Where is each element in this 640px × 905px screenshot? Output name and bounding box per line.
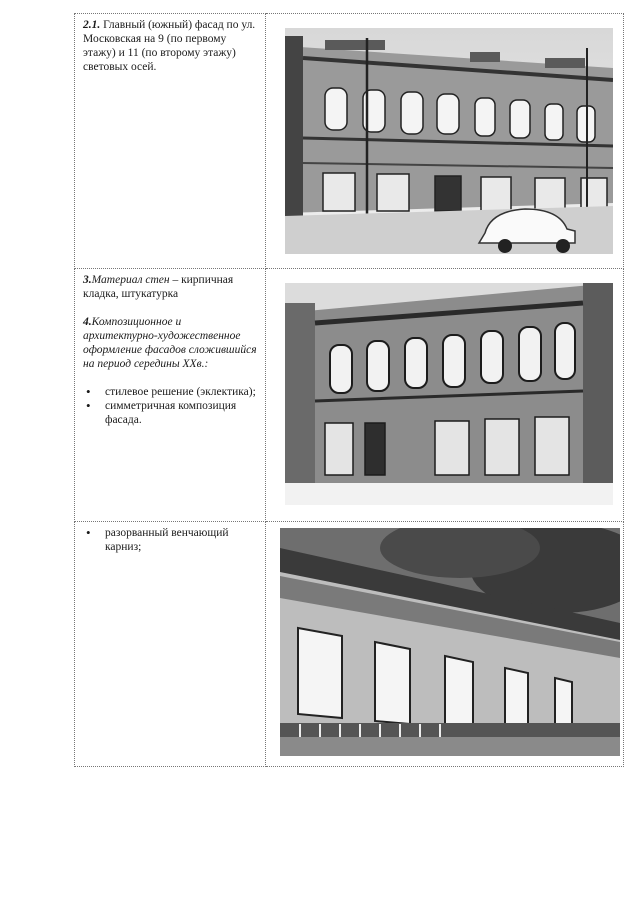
feature-list <box>83 526 257 554</box>
photo-cell <box>266 522 624 767</box>
item-text: Главный (южный) фасад по ул. Московская на 9 (по первому этажу) и 11 (по второму этажу) световых осей. <box>83 19 256 73</box>
feature-list <box>83 385 257 427</box>
item-label: Композиционное и архитектурно-художественное оформление фасадов сложившийся на период середины XXв.: <box>83 316 257 370</box>
item-number: 3. <box>83 274 92 286</box>
description-cell <box>75 269 266 522</box>
facade-photo-cornice-closeup <box>280 528 620 756</box>
table-row <box>75 14 624 269</box>
table-row <box>75 269 624 522</box>
list-item: • разорванный венчающий карниз; <box>83 526 257 554</box>
composition-heading <box>83 315 257 371</box>
facade-photo-south <box>285 28 613 254</box>
facade-table <box>74 13 624 767</box>
photo-cell <box>266 14 624 269</box>
list-item: • стилевое решение (эклектика); <box>83 385 257 399</box>
item-number: 2.1. <box>83 19 101 31</box>
list-item: • симметричная композиция фасада. <box>83 399 257 427</box>
description-cell <box>75 522 266 767</box>
description-cell <box>75 14 266 269</box>
table-row <box>75 522 624 767</box>
item-number: 4. <box>83 316 92 328</box>
facade-photo-perspective <box>285 283 613 505</box>
item-label: Материал стен <box>91 274 170 286</box>
wall-material <box>83 273 257 301</box>
photo-cell <box>266 269 624 522</box>
item-text: – кирпичная кладка, штукатурка <box>83 274 234 300</box>
